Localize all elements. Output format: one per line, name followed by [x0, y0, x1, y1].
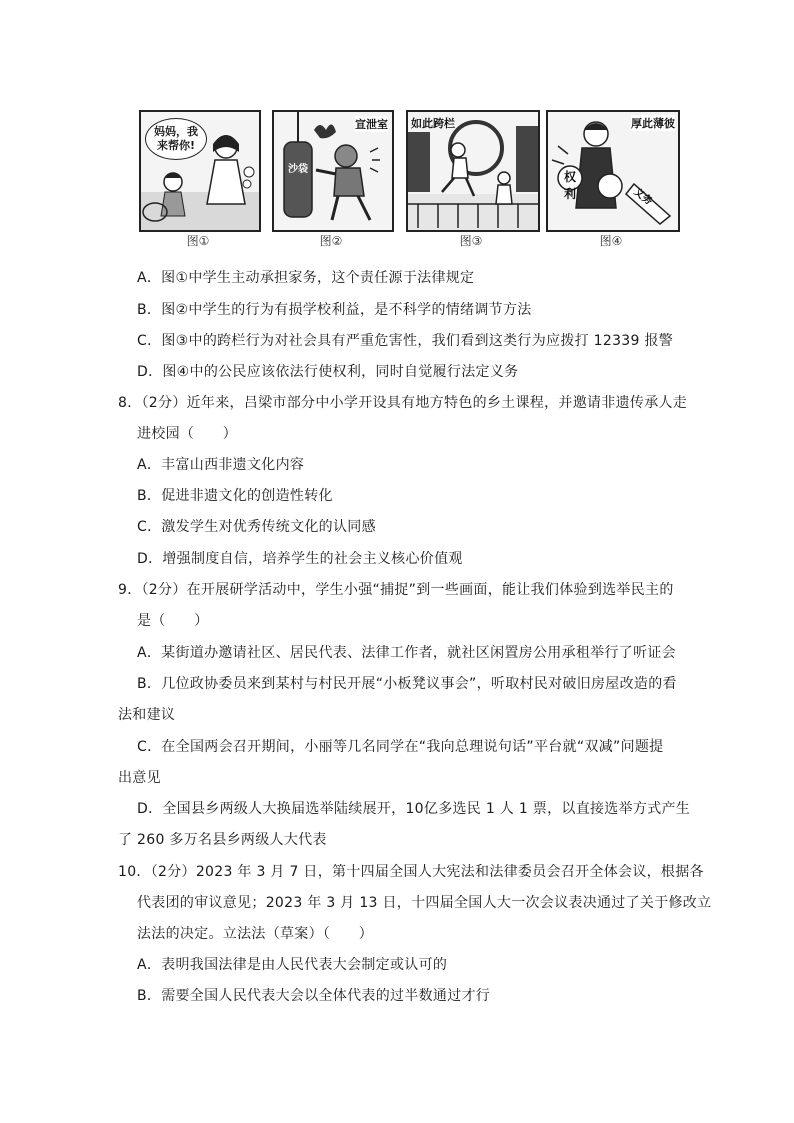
- q8-option-d: D．增强制度自信，培养学生的社会主义核心价值观: [137, 551, 463, 567]
- figure-4-caption: 图④: [599, 234, 623, 248]
- q10-option-a: A．表明我国法律是由人民代表大会制定或认可的: [137, 957, 448, 973]
- q9-stem-cont: 是（ ）: [137, 613, 209, 629]
- q8-option-b: B．促进非遗文化的创造性转化: [137, 488, 333, 504]
- q9-stem: 9．（2分）在开展研学活动中，学生小强“捕捉”到一些画面，能让我们体验到选举民主的: [118, 582, 674, 598]
- speech-bubble: 妈妈，我来帮你!: [145, 118, 207, 160]
- q7-option-a: A．图①中学生主动承担家务，这个责任源于法律规定: [137, 270, 475, 286]
- q7-option-c: C．图③中的跨栏行为对社会具有严重危害性，我们看到这类行为应拨打 12339 报警: [137, 333, 674, 349]
- q10-stem-cont-2: 法法的决定。立法法（草案）（ ）: [137, 926, 374, 942]
- punching-bag-label: 沙袋: [288, 164, 308, 175]
- figure-1-caption: 图①: [186, 234, 210, 248]
- duty-label: 义务: [631, 186, 655, 208]
- q10-stem-cont-1: 代表团的审议意见；2023 年 3 月 13 日，十四届全国人大一次会议表决通过了关于修改立: [137, 895, 712, 911]
- figure-3-caption: 图③: [459, 234, 483, 248]
- comic-strip: [139, 110, 680, 255]
- q8-stem: 8．（2分）近年来，吕梁市部分中小学开设具有地方特色的乡土课程，并邀请非遗传承人走: [118, 395, 688, 411]
- q8-option-c: C．激发学生对优秀传统文化的认同感: [137, 519, 376, 535]
- q8-option-a: A．丰富山西非遗文化内容: [137, 457, 305, 473]
- rights-label: 权利: [564, 170, 597, 201]
- figure-3-title: 如此跨栏: [411, 117, 455, 130]
- figure-2-panel: [272, 110, 394, 232]
- figure-3-panel: [406, 110, 540, 232]
- q7-option-d: D．图④中的公民应该依法行使权利，同时自觉履行法定义务: [137, 364, 519, 380]
- q8-stem-cont: 进校园（ ）: [137, 426, 238, 442]
- q7-option-b: B．图②中学生的行为有损学校利益，是不科学的情绪调节方法: [137, 302, 532, 318]
- figure-2-sign: 宣泄室: [355, 118, 388, 131]
- figure-4-title: 厚此薄彼: [631, 117, 675, 130]
- figure-4-panel: [546, 110, 680, 232]
- q9-option-b-cont: 法和建议: [118, 707, 176, 723]
- q9-option-c: C．在全国两会召开期间，小丽等几名同学在“我向总理说句话”平台就“双减”问题提: [137, 739, 664, 755]
- q9-option-b: B．几位政协委员来到某村与村民开展“小板凳议事会”，听取村民对破旧房屋改造的看: [137, 676, 677, 692]
- q9-option-d-cont: 了 260 多万名县乡两级人大代表: [118, 832, 327, 848]
- q10-stem: 10．（2分）2023 年 3 月 7 日，第十四届全国人大宪法和法律委员会召开全体会议，根据各: [118, 864, 704, 880]
- figure-2-caption: 图②: [319, 234, 343, 248]
- q9-option-c-cont: 出意见: [118, 770, 161, 786]
- q10-option-b: B．需要全国人民代表大会以全体代表的过半数通过才行: [137, 988, 491, 1004]
- q9-option-d: D．全国县乡两级人大换届选举陆续展开，10亿多选民 1 人 1 票，以直接选举方式产生: [137, 801, 691, 817]
- q9-option-a: A．某街道办邀请社区、居民代表、法律工作者，就社区闲置房公用承租举行了听证会: [137, 645, 676, 661]
- figure-1-panel: [139, 110, 261, 232]
